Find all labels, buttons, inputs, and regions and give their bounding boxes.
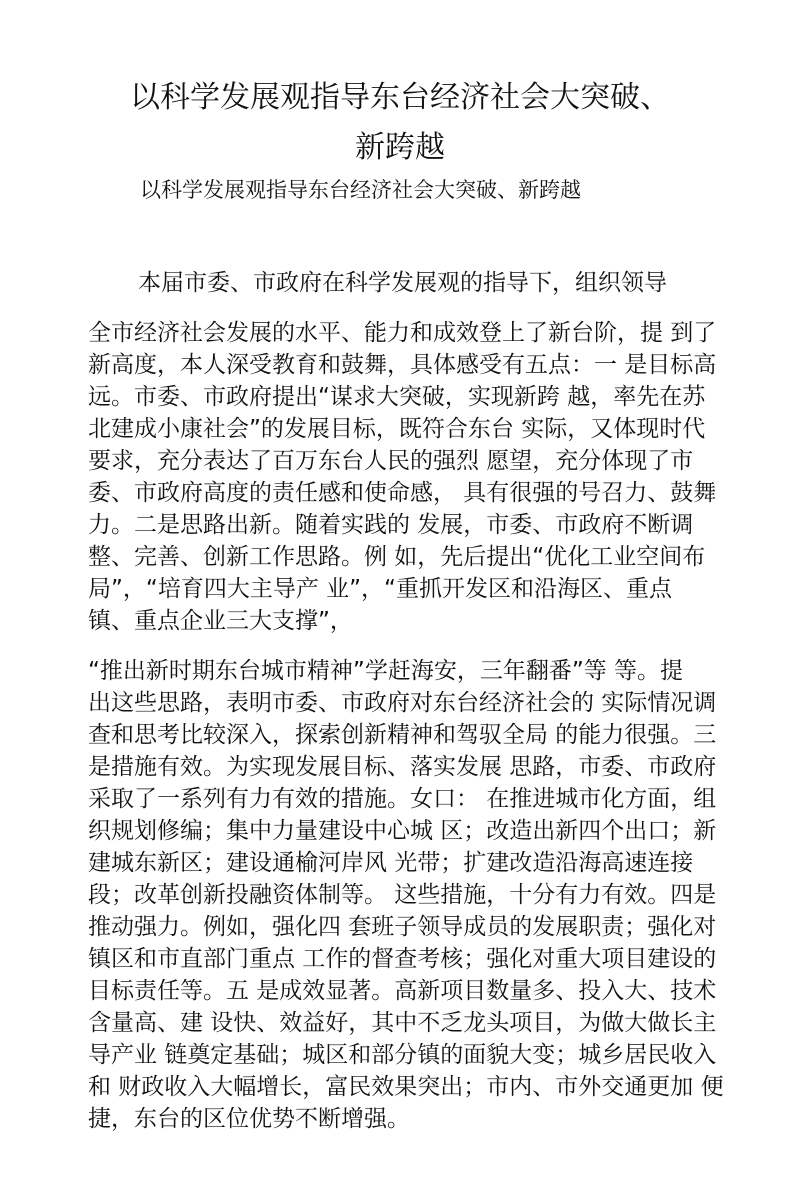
paragraph1-line: 要求，充分表达了百万东台人民的强烈 愿望，充分体现了市 <box>88 448 694 474</box>
paragraph2-line: 含量高、建 设快、效益好，其中不乏龙头项目，为做大做长主 <box>88 1010 717 1036</box>
paragraph1-line: 远。市委、市政府提出“谋求大突破，实现新跨 越，率先在苏 <box>88 384 706 410</box>
paragraph2-line: 出这些思路，表明市委、市政府对东台经济社会的 实际情况调 <box>88 690 717 716</box>
paragraph2-line: 段；改革创新投融资体制等。 这些措施，十分有力有效。四是 <box>88 882 717 908</box>
paragraph2-line: 是措施有效。为实现发展目标、落实发展 思路，市委、市政府 <box>88 754 717 780</box>
lead-line: 本届市委、市政府在科学发展观的指导下，组织领导 <box>138 270 667 296</box>
paragraph2-line: 建城东新区；建设通榆河岸风 光带；扩建改造沿海高速连接 <box>88 850 694 876</box>
document-title-line-1: 以科学发展观指导东台经济社会大突破、 <box>130 80 670 115</box>
document-subtitle: 以科学发展观指导东台经济社会大突破、新跨越 <box>140 178 581 202</box>
paragraph2-line: 采取了一系列有力有效的措施。女口： 在推进城市化方面，组 <box>88 786 717 812</box>
paragraph2-line: 目标责任等。五 是成效显著。高新项目数量多、投入大、技术 <box>88 978 717 1004</box>
paragraph2-line: 推动强力。例如，强化四 套班子领导成员的发展职责；强化对 <box>88 914 717 940</box>
paragraph1-line: 委、市政府高度的责任感和使命感， 具有很强的号召力、鼓舞 <box>88 480 717 506</box>
paragraph1-line: 全市经济社会发展的水平、能力和成效登上了新台阶，提 到了 <box>88 320 717 346</box>
paragraph2-line: 查和思考比较深入，探索创新精神和驾驭全局 的能力很强。三 <box>88 722 717 748</box>
paragraph1-line: 镇、重点企业三大支撑”， <box>88 608 353 634</box>
document-title-line-2: 新跨越 <box>355 130 445 165</box>
paragraph1-line: 新高度，本人深受教育和鼓舞，具体感受有五点：一 是目标高 <box>88 352 717 378</box>
paragraph2-line: 捷，东台的区位优势不断增强。 <box>88 1106 410 1132</box>
paragraph2-line: 导产业 链奠定基础；城区和部分镇的面貌大变；城乡居民收入 <box>88 1042 717 1068</box>
paragraph2-line: 和 财政收入大幅增长，富民效果突出；市内、市外交通更加 便 <box>88 1074 724 1100</box>
paragraph1-line: 北建成小康社会”的发展目标，既符合东台 实际，又体现时代 <box>88 416 706 442</box>
paragraph2-line: 织规划修编；集中力量建设中心城 区；改造出新四个出口；新 <box>88 818 717 844</box>
paragraph1-line: 局”，“培育四大主导产 业”，“重抓开发区和沿海区、重点 <box>88 576 672 602</box>
paragraph1-line: 力。二是思路出新。随着实践的 发展，市委、市政府不断调 <box>88 512 694 538</box>
paragraph2-line: “推出新时期东台城市精神”学赶海安，三年翻番”等 等。提 <box>88 658 684 684</box>
paragraph2-line: 镇区和市直部门重点 工作的督查考核；强化对重大项目建设的 <box>88 946 717 972</box>
paragraph1-line: 整、完善、创新工作思路。例 如，先后提出“优化工业空间布 <box>88 544 706 570</box>
